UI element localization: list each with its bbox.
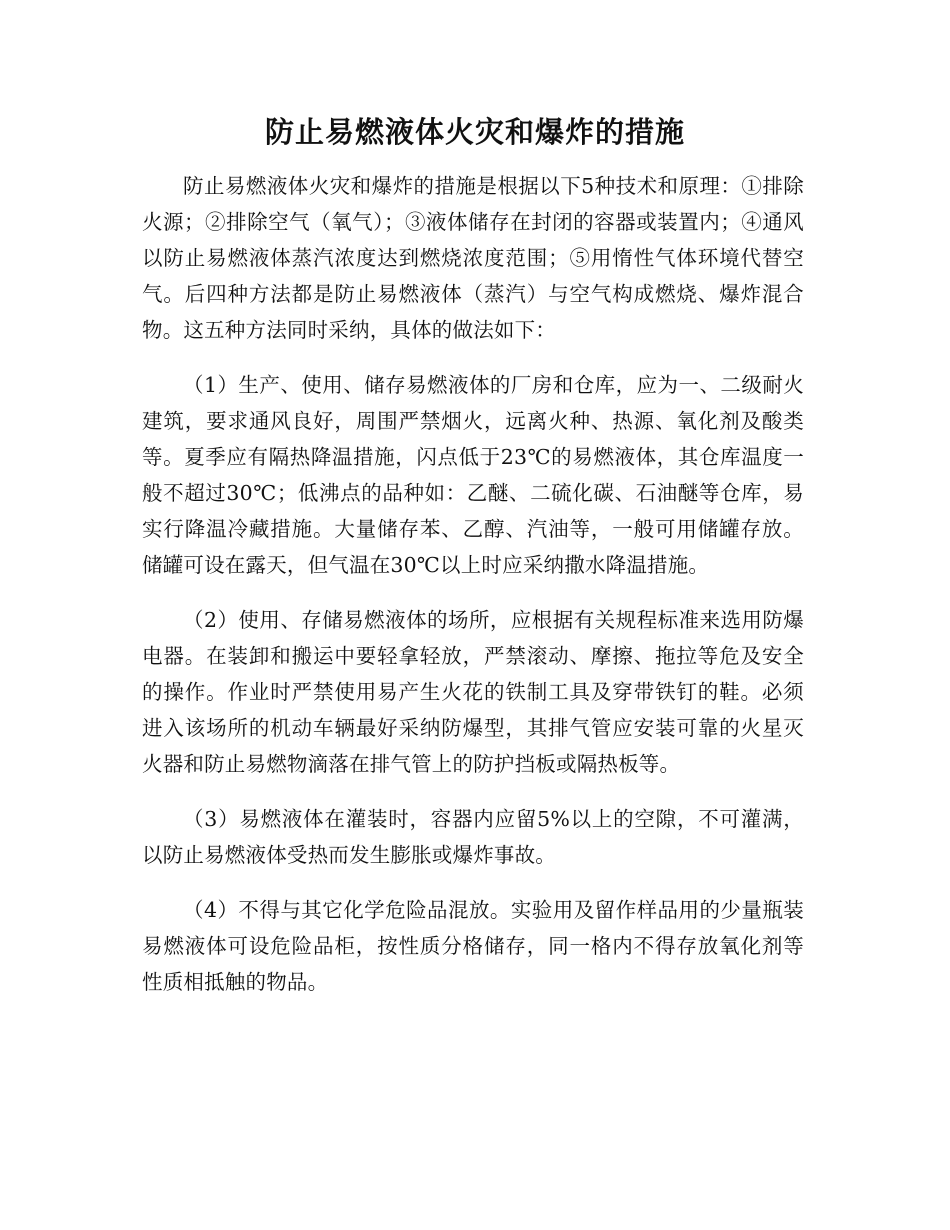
measure-paragraph-1: （1）生产、使用、储存易燃液体的厂房和仓库，应为一、二级耐火建筑，要求通风良好，周围严禁烟火，远离火种、热源、氧化剂及酸类等。夏季应有隔热降温措施，闪点低于23℃的易燃液体，其仓库温度一般不超过30℃；低沸点的品种如：乙醚、二硫化碳、石油醚等仓库，易实行降温冷藏措施。大量储存苯、乙醇、汽油等，一般可用储罐存放。储罐可设在露天，但气温在30℃以上时应采纳撒水降温措施。 <box>142 373 804 577</box>
document-title: 防止易燃液体火灾和爆炸的措施 <box>264 115 685 149</box>
measure-paragraph-4: （4）不得与其它化学危险品混放。实验用及留作样品用的少量瓶装易燃液体可设危险品柜，按性质分格储存，同一格内不得存放氧化剂等性质相抵触的物品。 <box>142 898 804 994</box>
measure-paragraph-3: （3）易燃液体在灌装时，容器内应留5%以上的空隙，不可灌满，以防止易燃液体受热而发生膨胀或爆炸事故。 <box>142 807 804 867</box>
document-body <box>142 168 804 1019</box>
measure-paragraph-2: （2）使用、存储易燃液体的场所，应根据有关规程标准来选用防爆电器。在装卸和搬运中要轻拿轻放，严禁滚动、摩擦、拖拉等危及安全的操作。作业时严禁使用易产生火花的铁制工具及穿带铁钉的鞋。必须进入该场所的机动车辆最好采纳防爆型，其排气管应安装可靠的火星灭火器和防止易燃物滴落在排气管上的防护挡板或隔热板等。 <box>142 608 804 776</box>
intro-paragraph: 防止易燃液体火灾和爆炸的措施是根据以下5种技术和原理：①排除火源；②排除空气（氧气）；③液体储存在封闭的容器或装置内；④通风以防止易燃液体蒸汽浓度达到燃烧浓度范围；⑤用惰性气体环境代替空气。后四种方法都是防止易燃液体（蒸汽）与空气构成燃烧、爆炸混合物。这五种方法同时采纳，具体的做法如下： <box>142 174 804 342</box>
